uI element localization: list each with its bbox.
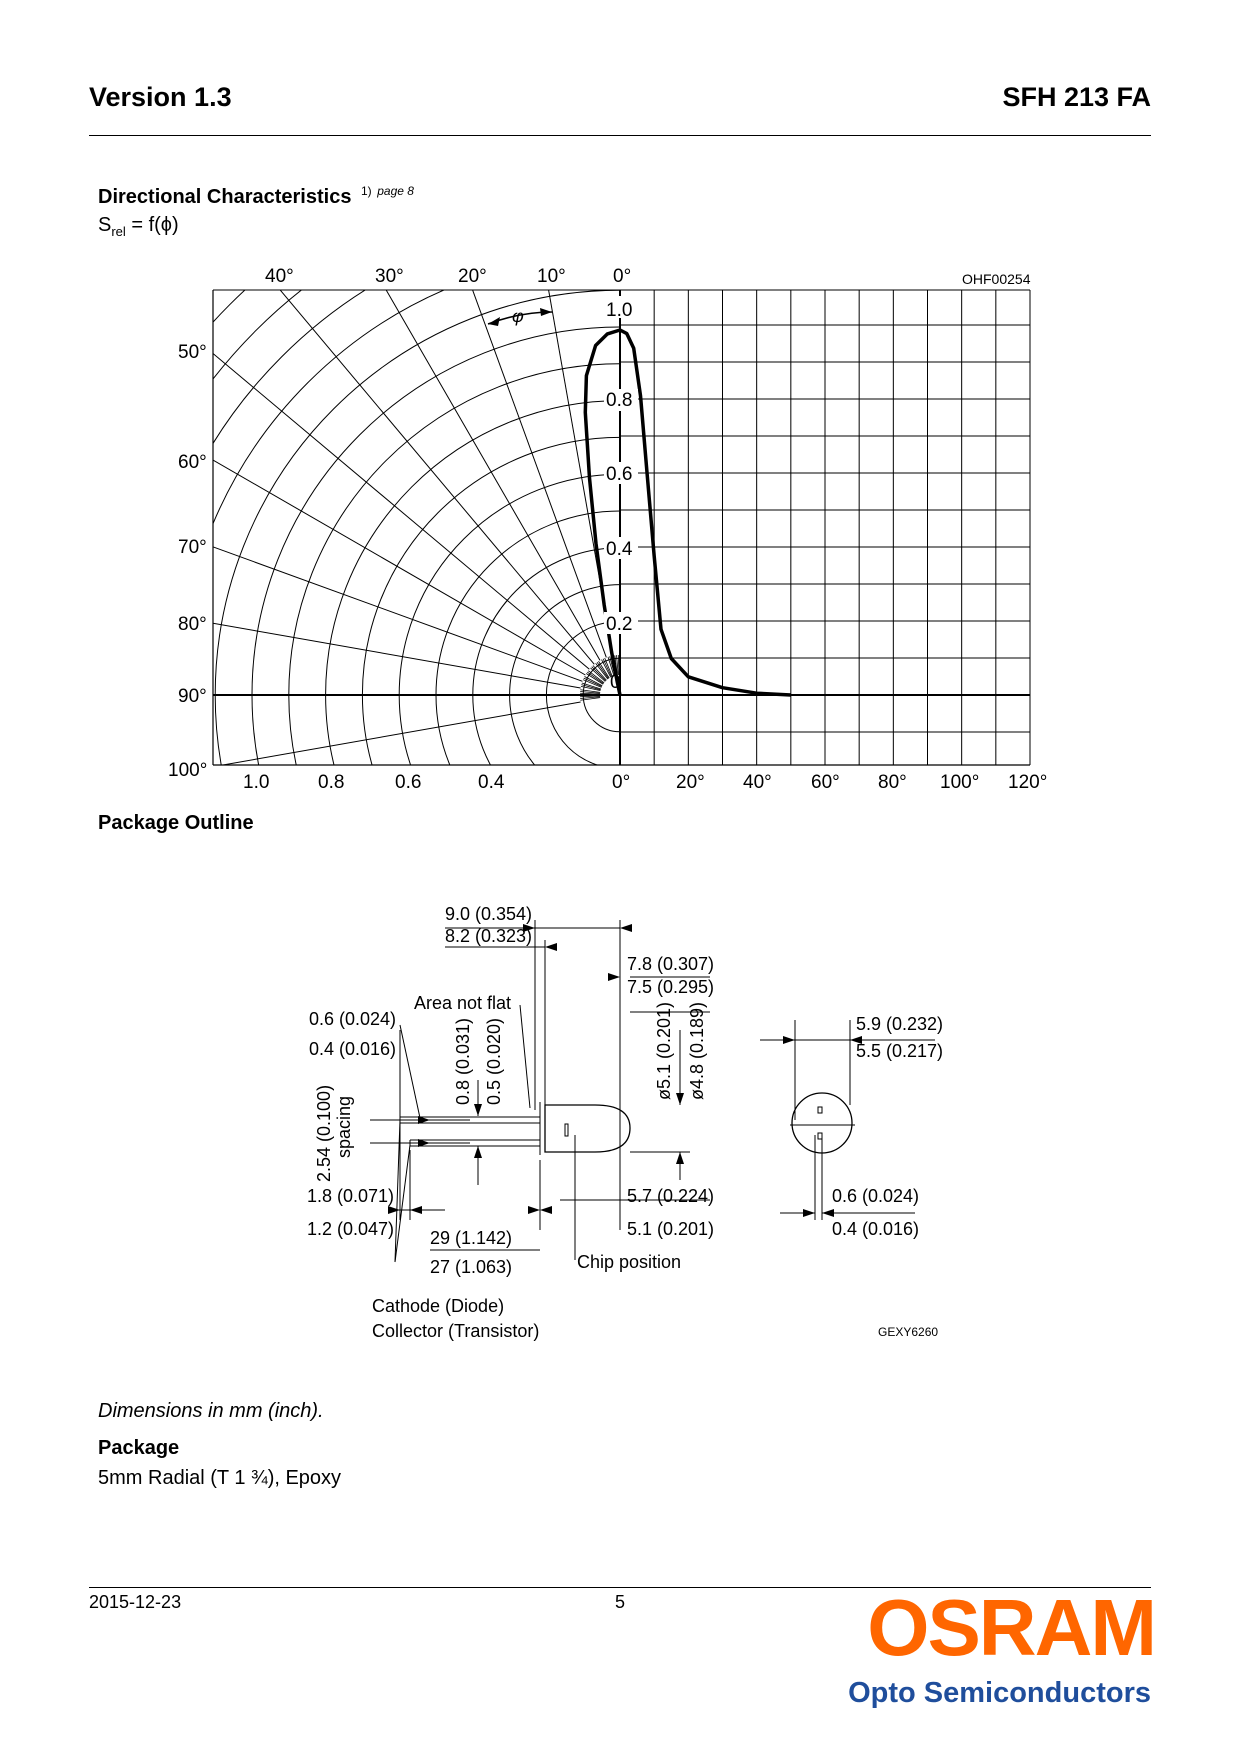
directional-chart [0, 0, 1240, 800]
dim-5.7: 5.7 (0.224) [627, 1186, 715, 1206]
dim-29: 29 (1.142) [430, 1228, 513, 1248]
dim-spacing: spacing [334, 1095, 354, 1158]
chart-code: OHF00254 [962, 271, 1031, 287]
dim-5.9: 5.9 (0.232) [856, 1014, 944, 1034]
polar-ray [41, 6, 594, 665]
chart-grid-right [620, 290, 1030, 765]
formula-rest: = f(ϕ) [125, 214, 179, 236]
angle-label-20: 20° [458, 266, 487, 287]
dim-7.8: 7.8 (0.307) [627, 954, 715, 974]
collector-label: Collector (Transistor) [372, 1321, 540, 1341]
opto-semiconductors: Opto Semiconductors [848, 1677, 1151, 1709]
package-text: 5mm Radial (T 1 ¾), Epoxy [98, 1467, 342, 1489]
dim-d4.8: ø4.8 (0.189) [687, 1001, 707, 1100]
dimensions-note: Dimensions in mm (inch). [98, 1400, 324, 1422]
dim-8.2: 8.2 (0.323) [445, 926, 533, 946]
polar-ray [0, 116, 589, 669]
phi-label: φ [512, 306, 524, 326]
package-title: Package [98, 1437, 180, 1459]
angle-label-60: 60° [178, 452, 207, 473]
angle-label-90: 90° [178, 686, 207, 707]
angle-label-50: 50° [178, 342, 207, 363]
bottom-label-0.8: 0.8 [318, 772, 345, 793]
angle-label-0: 0° [613, 266, 632, 287]
angle-label-30: 30° [375, 266, 404, 287]
dim-2.54: 2.54 (0.100) [314, 1084, 334, 1182]
angle-label-40: 40° [265, 266, 294, 287]
dim-0.5: 0.5 (0.020) [484, 1017, 504, 1105]
package-outline-drawing [0, 880, 1240, 1360]
osram-logo: OSRAM [867, 1583, 1155, 1672]
dim-0.8: 0.8 (0.031) [453, 1017, 473, 1105]
bottom-label-1.0: 1.0 [243, 772, 270, 793]
dim-1.2: 1.2 (0.047) [307, 1219, 395, 1239]
formula-s: S [98, 214, 112, 236]
dim-9.0: 9.0 (0.354) [445, 904, 533, 924]
polar-ray [312, 0, 606, 657]
bottom-label-0.6: 0.6 [395, 772, 422, 793]
radial-tick-0.8: 0.8 [606, 390, 633, 411]
angle-label-100: 100° [168, 760, 208, 781]
dim-27: 27 (1.063) [430, 1257, 513, 1277]
dim-0.4-side: 0.4 (0.016) [832, 1219, 920, 1239]
area-not-flat: Area not flat [414, 993, 512, 1013]
dim-0.4-lead: 0.4 (0.016) [309, 1039, 397, 1059]
directional-title-text: Directional Characteristics [98, 186, 352, 208]
radial-tick-0.6: 0.6 [606, 464, 633, 485]
radial-tick-0: 0 [610, 672, 621, 693]
dim-0.6-side: 0.6 (0.024) [832, 1186, 920, 1206]
footer-page: 5 [615, 1592, 626, 1612]
dim-1.8: 1.8 (0.071) [307, 1186, 395, 1206]
drawing-code: GEXY6260 [878, 1325, 939, 1339]
formula-subscript: rel [111, 224, 126, 239]
bottom-label-60deg: 60° [811, 772, 840, 793]
bottom-label-120deg: 120° [1008, 772, 1048, 793]
section-title-package-outline: Package Outline [98, 812, 254, 834]
product-name: SFH 213 FA [1002, 82, 1151, 112]
dim-5.5: 5.5 (0.217) [856, 1041, 944, 1061]
polar-ray [170, 0, 600, 660]
dim-0.6-lead: 0.6 (0.024) [309, 1009, 397, 1029]
bottom-label-100deg: 100° [940, 772, 980, 793]
angle-label-10: 10° [537, 266, 566, 287]
radial-tick-1.0: 1.0 [606, 300, 633, 321]
bottom-label-40deg: 40° [743, 772, 772, 793]
bottom-label-80deg: 80° [878, 772, 907, 793]
cathode-label: Cathode (Diode) [372, 1296, 505, 1316]
angle-label-80: 80° [178, 614, 207, 635]
footnote-link[interactable]: page 8 [377, 184, 414, 198]
radial-tick-0.2: 0.2 [606, 614, 633, 635]
dim-5.1: 5.1 (0.201) [627, 1219, 715, 1239]
dim-d5.1: ø5.1 (0.201) [654, 1001, 674, 1100]
bottom-label-20deg: 20° [676, 772, 705, 793]
dim-7.5: 7.5 (0.295) [627, 977, 715, 997]
radial-tick-0.4: 0.4 [606, 539, 633, 560]
angle-label-70: 70° [178, 537, 207, 558]
chip-position: Chip position [577, 1252, 682, 1272]
footnote-mark: 1) [361, 184, 372, 198]
bottom-label-0.4: 0.4 [478, 772, 505, 793]
document-version: Version 1.3 [89, 82, 232, 112]
bottom-label-0deg: 0° [612, 772, 631, 793]
footer-date: 2015-12-23 [89, 1592, 182, 1612]
